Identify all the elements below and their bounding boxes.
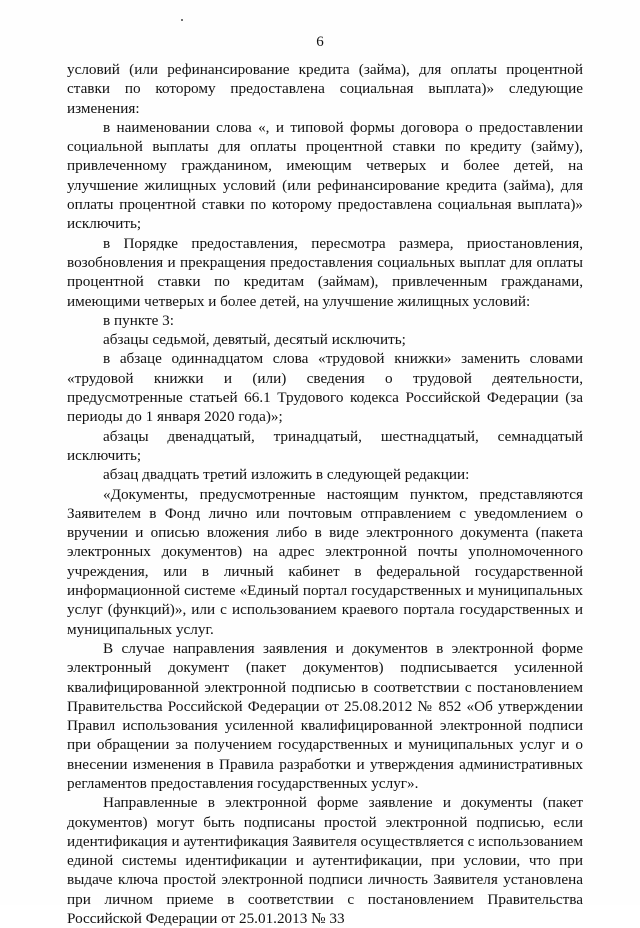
paragraph: условий (или рефинансирование кредита (займа), для оплаты процентной ставки по которому предоставлена социальная выплата)» следующие изменения: xyxy=(67,61,583,117)
document-body xyxy=(67,60,583,928)
paragraph: в наименовании слова «, и типовой формы договора о предоставлении социальной выплаты для оплаты процентной ставки по кредиту (займу), привлеченному гражданином, имеющим четверых и более детей, на улучшение жилищных условий (или рефинансирование кредита (займа), для оплаты процентной ставки по которому предоставлена социальная выплата)» исключить; xyxy=(67,118,583,233)
paragraph: в абзаце одиннадцатом слова «трудовой книжки» заменить словами «трудовой книжки и (или) сведения о трудовой деятельности, предусмотренные статьей 66.1 Трудового кодекса Российской Федерации (за периоды до 1 января 2020 года)»; xyxy=(67,350,583,426)
scan-speck xyxy=(181,19,183,21)
paragraph: абзац двадцать третий изложить в следующей редакции: xyxy=(103,466,470,484)
paragraph: В случае направления заявления и документов в электронной форме электронный документ (пакет документов) подписывается усиленной квалифицированной электронной подписью в соответствии с постановлением Правительства Российской Федерации от 25.08.2012 № 852 «Об утверждении Правил использования усиленной квалифицированной электронной подписи при обращении за получением государственных и муниципальных услуг и о внесении изменения в Правила разработки и утверждения административных регламентов предоставления государственных услуг». xyxy=(67,639,583,792)
paragraph: Направленные в электронной форме заявление и документы (пакет документов) могут быть подписаны простой электронной подписью, если идентификация и аутентификация Заявителя осуществляется с использованием единой системы идентификации и аутентификации, при условии, что при выдаче ключа простой электронной подписи личность Заявителя установлена при личном приеме в соответствии с постановлением Правительства Российской Федерации от 25.01.2013 № 33 xyxy=(67,794,583,928)
paragraph: абзацы седьмой, девятый, десятый исключить; xyxy=(103,331,406,349)
paragraph: «Документы, предусмотренные настоящим пунктом, представляются Заявителем в Фонд лично или почтовым отправлением с уведомлением о вручении и описью вложения либо в виде электронного документа (пакета электронных документов) на адрес электронной почты уполномоченного учреждения, или в личный кабинет в федеральной государственной информационной системе «Единый портал государственных и муниципальных услуг (функций)», или с использованием краевого портала государственных и муниципальных услуг. xyxy=(67,485,583,638)
paragraph: в пункте 3: xyxy=(103,311,174,329)
paragraph: абзацы двенадцатый, тринадцатый, шестнадцатый, семнадцатый исключить; xyxy=(67,427,583,464)
page-number: 6 xyxy=(316,34,324,50)
paragraph: в Порядке предоставления, пересмотра размера, приостановления, возобновления и прекращения предоставления социальных выплат для оплаты процентной ставки по кредитам (займам), привлеченным гражданами, имеющими четверых и более детей, на улучшение жилищных условий: xyxy=(67,234,583,310)
